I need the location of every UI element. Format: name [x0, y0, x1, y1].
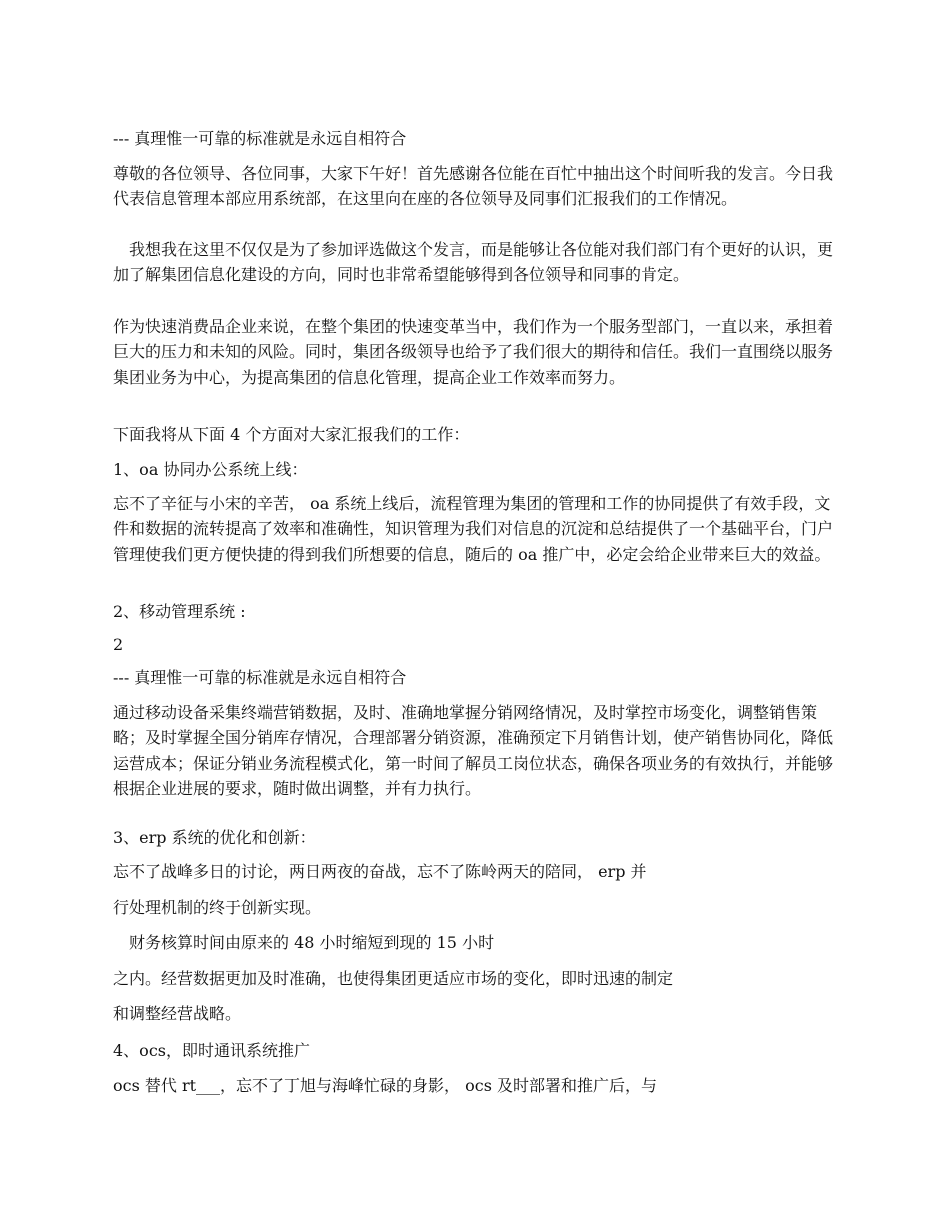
paragraph-mobile: 通过移动设备采集终端营销数据，及时、准确地掌握分销网络情况，及时掌控市场变化，调整销售策略；及时掌握全国分销库存情况，合理部署分销资源，准确预定下月销售计划，使产销售协同化，降低运营成本；保证分销业务流程模式化，第一时间了解员工岗位状态，确保各项业务的有效执行，并能够根据企业进展的要求，随时做出调整，并有力执行。	[113, 703, 834, 798]
text-line: 之内。经营数据更加及时准确，也使得集团更适应市场的变化，即时迅速的制定	[113, 969, 674, 988]
paragraph-oa: 忘不了辛征与小宋的辛苦， oa 系统上线后，流程管理为集团的管理和工作的协同提供了有效手段，文件和数据的流转提高了效率和准确性，知识管理为我们对信息的沉淀和总结提供了一个基础平台，门户管理使我们更方便快捷的得到我们所想要的信息，随后的 oa 推广中，必定会给企业带来巨大的效益。	[113, 494, 834, 564]
text-line: 忘不了战峰多日的讨论，两日两夜的奋战，忘不了陈岭两天的陪同， erp 并	[113, 862, 647, 881]
text-line: ocs 替代 rt___，忘不了丁旭与海峰忙碌的身影， ocs 及时部署和推广后，与	[113, 1076, 658, 1095]
text-line: 行处理机制的终于创新实现。	[113, 898, 322, 917]
text-line: 和调整经营战略。	[113, 1004, 242, 1023]
section-heading-ocs: 4、ocs，即时通讯系统推广	[113, 1041, 310, 1060]
paragraph-purpose: 我想我在这里不仅仅是为了参加评选做这个发言，而是能够让各位能对我们部门有个更好的认识，更加了解集团信息化建设的方向，同时也非常希望能够得到各位领导和同事的肯定。	[113, 240, 834, 285]
section-heading-erp: 3、erp 系统的优化和创新：	[113, 828, 316, 847]
section-heading-oa: 1、oa 协同办公系统上线：	[113, 460, 308, 479]
paragraph-intro: 下面我将从下面 4 个方面对大家汇报我们的工作：	[113, 425, 470, 444]
paragraph-greeting: 尊敬的各位领导、各位同事，大家下午好！首先感谢各位能在百忙中抽出这个时间听我的发言。今日我代表信息管理本部应用系统部，在这里向在座的各位领导及同事们汇报我们的工作情况。	[113, 164, 834, 209]
page-number: 2	[113, 635, 124, 654]
text-line: 财务核算时间由原来的 48 小时缩短到现的 15 小时	[129, 933, 495, 952]
section-heading-mobile: 2、移动管理系统 :	[113, 602, 246, 621]
page-header-quote: --- 真理惟一可靠的标准就是永远自相符合	[113, 129, 407, 148]
page-header-quote: --- 真理惟一可靠的标准就是永远自相符合	[113, 668, 407, 687]
paragraph-background: 作为快速消费品企业来说，在整个集团的快速变革当中，我们作为一个服务型部门，一直以来，承担着巨大的压力和未知的风险。同时，集团各级领导也给予了我们很大的期待和信任。我们一直围绕以服务集团业务为中心，为提高集团的信息化管理，提高企业工作效率而努力。	[113, 317, 834, 387]
